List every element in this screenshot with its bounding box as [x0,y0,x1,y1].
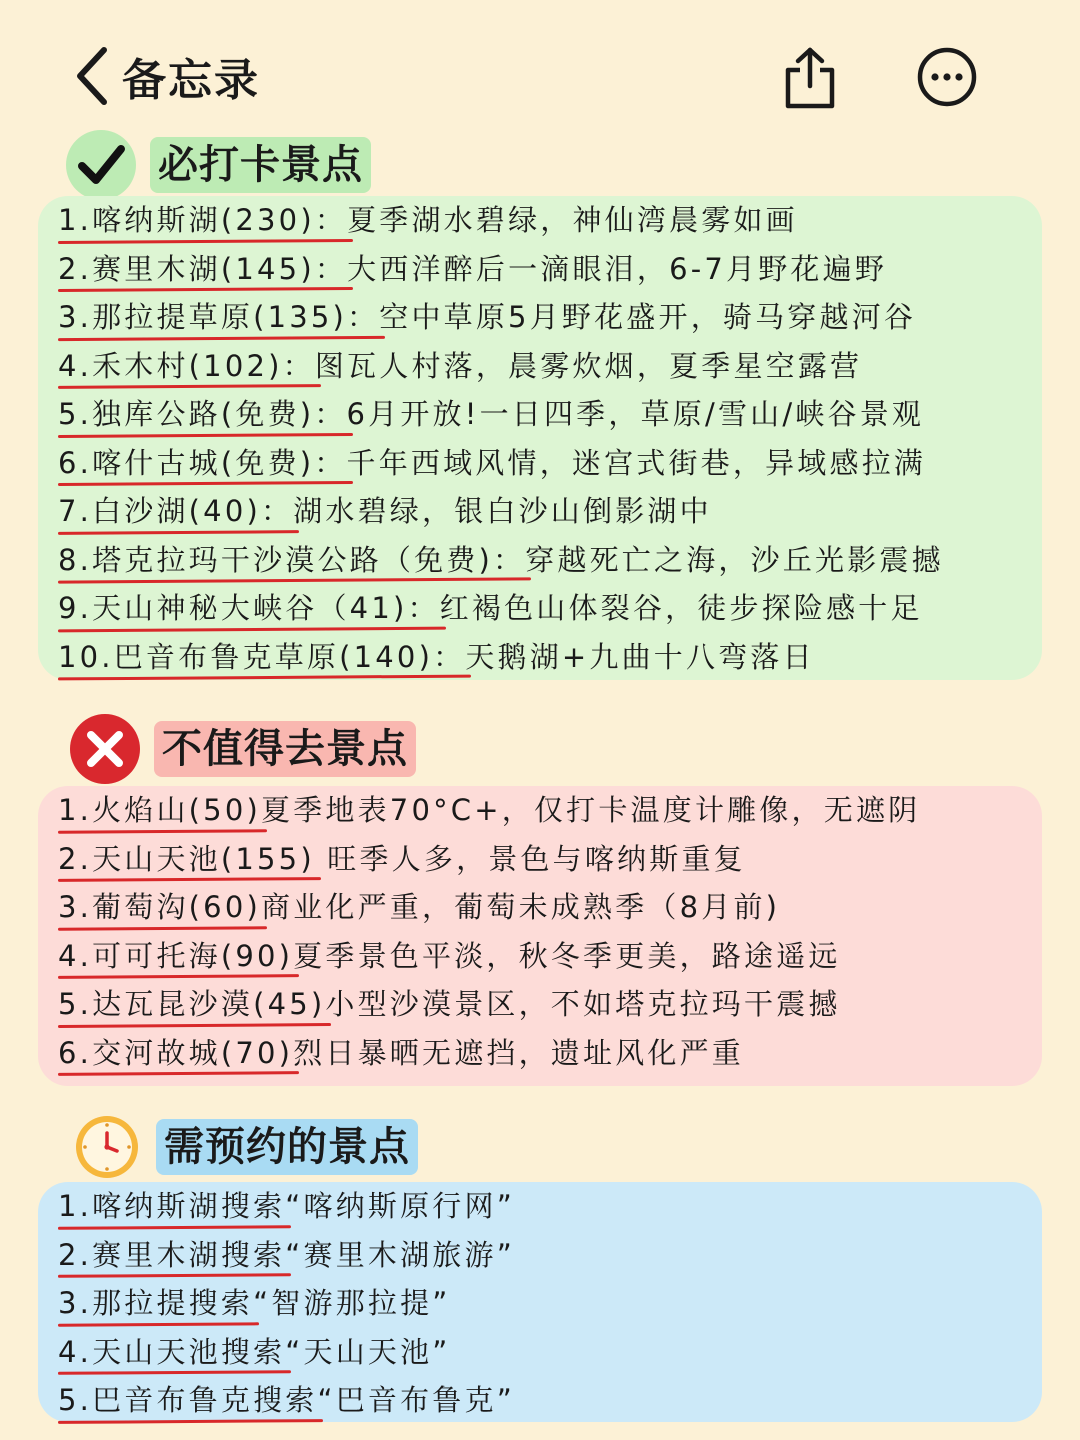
item-note: “天山天池” [285,1334,451,1369]
item-note: 天鹅湖+九曲十八弯落日 [465,639,815,674]
item-note: 烈日暴晒无遮挡，遗址风化严重 [293,1035,745,1070]
share-icon[interactable] [782,46,838,110]
item-name: 6.喀什古城(免费)： [58,439,347,488]
item-name: 6.交河故城(70) [58,1029,293,1078]
item-note: 大西洋醉后一滴眼泪，6-7月野花遍野 [347,251,888,286]
list-item [58,584,1042,633]
check-icon [66,130,136,200]
item-note: 空中草原5月野花盛开，骑马穿越河谷 [379,300,917,334]
item-name: 4.天山天池搜索 [58,1328,285,1377]
item-name: 3.那拉提草原(135)： [58,293,379,342]
list-item [58,196,1042,245]
list-item [58,1376,1042,1425]
item-name: 1.喀纳斯湖(230)： [58,196,347,245]
clock-icon [72,1112,142,1182]
item-note: 小型沙漠景区，不如塔克拉玛干震撼 [325,987,841,1021]
section-title: 需预约的景点 [156,1119,418,1175]
list-item [58,1231,1042,1280]
item-note: 夏季景色平淡，秋冬季更美，路途遥远 [293,938,841,973]
item-name: 3.葡萄沟(60) [58,883,261,932]
item-note: “喀纳斯原行网” [285,1189,515,1223]
list-item [58,786,1042,835]
item-note: 夏季地表70°C+，仅打卡温度计雕像，无遮阴 [261,793,921,827]
list-item [58,342,1042,391]
item-note: “智游那拉提” [253,1286,451,1320]
item-name: 1.火焰山(50) [58,786,261,835]
list-item [58,633,1042,682]
item-name: 2.天山天池(155) [58,835,315,884]
list-item [58,1182,1042,1231]
list-item [58,487,1042,536]
list-item [58,1029,1042,1078]
chevron-left-icon [70,44,114,108]
list-item [58,932,1042,981]
list-item [58,536,1042,585]
item-name: 5.独库公路(免费)： [58,390,347,439]
item-name: 2.赛里木湖搜索 [58,1231,285,1280]
list-item [58,1279,1042,1328]
item-name: 2.赛里木湖(145)： [58,245,347,294]
item-note: 商业化严重，葡萄未成熟季（8月前) [261,890,781,924]
top-bar [0,0,1080,130]
item-name: 10.巴音布鲁克草原(140)： [58,633,465,682]
reservation-list [38,1182,1042,1422]
item-note: 夏季湖水碧绿，神仙湾晨雾如画 [347,203,798,237]
list-item [58,883,1042,932]
item-name: 5.巴音布鲁克搜索 [58,1376,317,1425]
section-title: 不值得去景点 [154,721,416,777]
item-name: 9.天山神秘大峡谷（41)： [58,584,440,633]
section-title: 必打卡景点 [150,137,371,193]
item-note: 千年西域风情，迷宫式街巷，异域感拉满 [346,445,927,480]
item-name: 5.达瓦昆沙漠(45) [58,980,325,1029]
item-name: 4.可可托海(90) [58,932,293,981]
app-title: 备忘录 [122,55,260,106]
item-name: 1.喀纳斯湖搜索 [58,1182,285,1231]
item-note: 旺季人多，景色与喀纳斯重复 [314,841,746,876]
list-item [58,835,1042,884]
must-visit-list [38,196,1042,680]
item-note: 图瓦人村落，晨雾炊烟，夏季星空露营 [314,348,863,383]
list-item [58,390,1042,439]
section-header-must-visit [66,130,371,200]
list-item [58,1328,1042,1377]
item-name: 7.白沙湖(40)： [58,487,293,536]
list-item [58,439,1042,488]
item-note: 6月开放!一日四季，草原/雪山/峡谷景观 [346,397,925,431]
section-header-reservation [72,1112,418,1182]
list-item [58,293,1042,342]
item-note: 红褐色山体裂谷，徒步探险感十足 [439,591,923,625]
section-header-not-worth [70,714,416,784]
cross-icon [70,714,140,784]
list-item [58,980,1042,1029]
item-note: 湖水碧绿，银白沙山倒影湖中 [293,494,712,528]
item-name: 3.那拉提搜索 [58,1279,253,1328]
item-name: 8.塔克拉玛干沙漠公路（免费)： [58,536,525,585]
item-note: “巴音布鲁克” [317,1383,515,1417]
item-note: “赛里木湖旅游” [285,1237,515,1272]
back-button[interactable] [70,44,260,108]
more-options-icon[interactable] [916,46,978,108]
item-note: 穿越死亡之海，沙丘光影震撼 [525,542,944,577]
list-item [58,245,1042,294]
item-name: 4.禾木村(102)： [58,342,315,391]
not-worth-list [38,786,1042,1086]
